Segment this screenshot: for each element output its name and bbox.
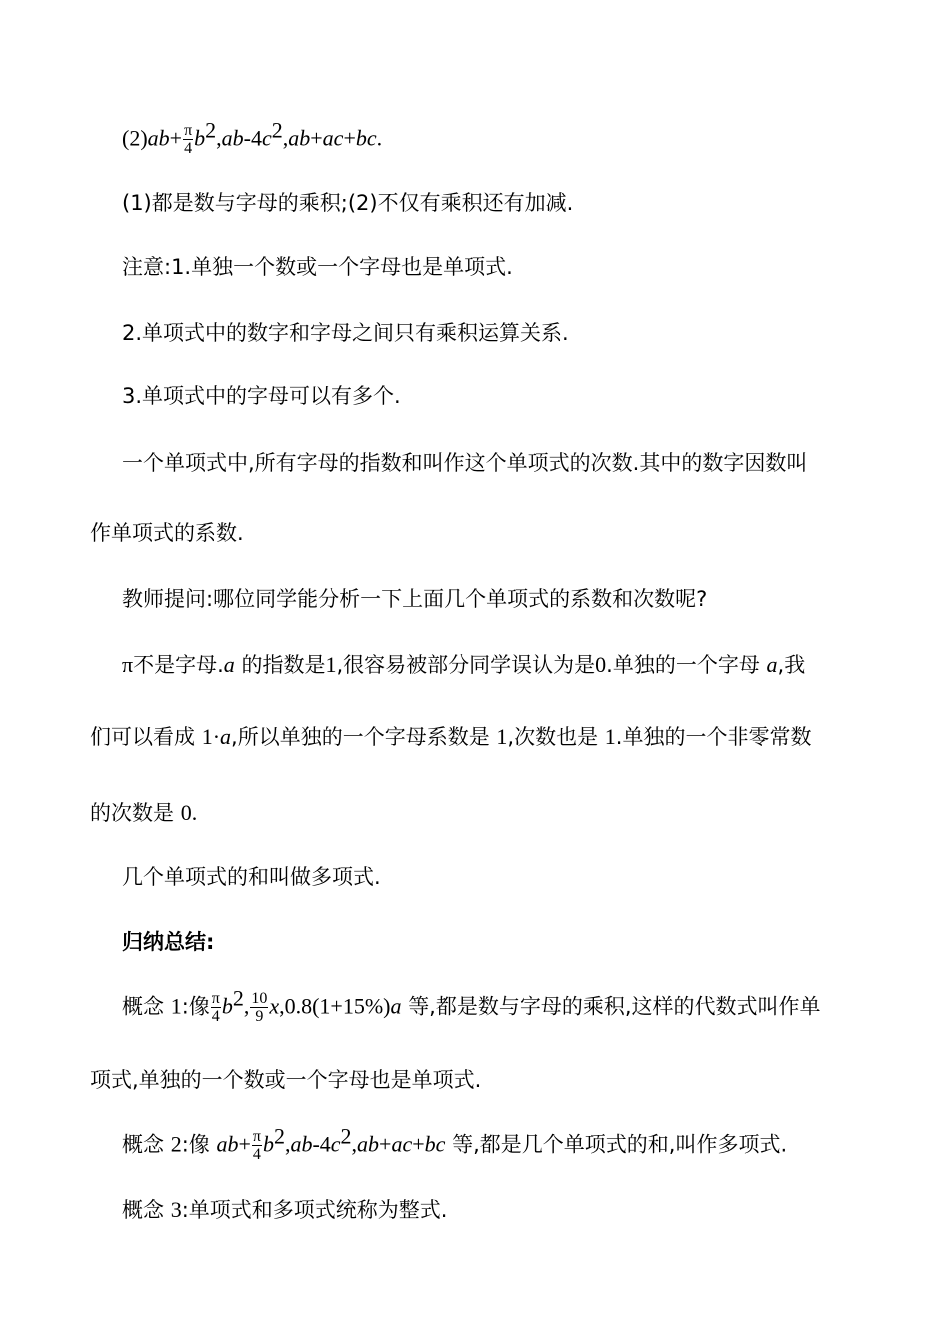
math: . bbox=[376, 125, 383, 151]
numerator: π bbox=[252, 1128, 261, 1145]
text: 的指数是 bbox=[241, 653, 326, 677]
fraction bbox=[252, 1128, 262, 1163]
math: + bbox=[238, 1131, 251, 1157]
math: a bbox=[223, 652, 235, 677]
exponent: 2 bbox=[232, 985, 244, 1011]
math: + bbox=[379, 1131, 392, 1157]
text: ,很容易被部分同学误认为是 bbox=[336, 653, 596, 677]
math: c bbox=[261, 125, 272, 151]
paragraph bbox=[90, 798, 197, 828]
fraction bbox=[250, 990, 268, 1025]
math: 1 bbox=[170, 993, 182, 1019]
text: :单项式和多项式统称为整式. bbox=[181, 1198, 448, 1222]
text: 概念 bbox=[122, 1132, 164, 1157]
numerator: 10 bbox=[251, 990, 268, 1007]
math: 1 bbox=[496, 724, 508, 749]
fraction bbox=[183, 122, 193, 157]
concept-3 bbox=[122, 1195, 447, 1225]
paragraph: 注意:1.单独一个数或一个字母也是单项式. bbox=[122, 255, 513, 279]
math: , bbox=[284, 1131, 291, 1157]
math: ab bbox=[288, 125, 311, 151]
numerator: π bbox=[211, 990, 220, 1007]
math: 0 bbox=[595, 652, 607, 677]
math: x bbox=[269, 993, 280, 1019]
paragraph: 作单项式的系数. bbox=[90, 521, 244, 545]
math: 1· bbox=[201, 724, 221, 749]
math: ab bbox=[221, 125, 244, 151]
math: ab bbox=[216, 1131, 239, 1157]
paragraph bbox=[90, 722, 811, 752]
math: 3 bbox=[170, 1197, 182, 1222]
math: -4 bbox=[312, 1131, 331, 1157]
paragraph: 一个单项式中,所有字母的指数和叫作这个单项式的次数.其中的数字因数叫 bbox=[122, 451, 808, 475]
math: , bbox=[243, 993, 250, 1019]
math: + bbox=[412, 1131, 425, 1157]
text: :像 bbox=[181, 1132, 210, 1157]
math: , bbox=[282, 125, 289, 151]
text: .单独的一个字母 bbox=[606, 653, 760, 677]
math: + bbox=[310, 125, 323, 151]
numerator: π bbox=[184, 122, 193, 139]
math: b bbox=[262, 1131, 274, 1157]
math: a bbox=[220, 724, 232, 749]
concept-2 bbox=[122, 1123, 788, 1163]
text: . bbox=[191, 800, 198, 825]
math: -4 bbox=[243, 125, 262, 151]
math: b bbox=[221, 993, 233, 1019]
math: 2 bbox=[170, 1131, 182, 1157]
math: b bbox=[194, 125, 206, 151]
math: + bbox=[343, 125, 356, 151]
math: 1 bbox=[325, 652, 337, 677]
math: π bbox=[122, 652, 134, 677]
text: 概念 bbox=[122, 994, 164, 1019]
math: 0 bbox=[180, 800, 192, 825]
text: 等,都是几个单项式的和,叫作多项式. bbox=[452, 1132, 788, 1157]
exponent: 2 bbox=[340, 1123, 352, 1149]
paragraph: (1)都是数与字母的乘积;(2)不仅有乘积还有加减. bbox=[122, 191, 574, 215]
math: c bbox=[330, 1131, 341, 1157]
text: 们可以看成 bbox=[90, 725, 195, 749]
text: 概念 bbox=[122, 1198, 164, 1222]
exponent: 2 bbox=[273, 1123, 285, 1149]
text: :像 bbox=[181, 994, 210, 1019]
text: .单独的一个非零常数 bbox=[615, 725, 812, 749]
math: a bbox=[390, 993, 402, 1019]
text: ,所以单独的一个字母系数是 bbox=[231, 725, 490, 749]
exponent: 2 bbox=[205, 117, 217, 143]
math: bc bbox=[355, 125, 377, 151]
math: 1 bbox=[604, 724, 616, 749]
paragraph: 3.单项式中的字母可以有多个. bbox=[122, 384, 401, 408]
text: (2) bbox=[122, 125, 148, 151]
paragraph: 2.单项式中的数字和字母之间只有乘积运算关系. bbox=[122, 321, 569, 345]
concept-1 bbox=[122, 985, 821, 1025]
text: ,次数也是 bbox=[507, 725, 599, 749]
math: ,0.8(1+15%) bbox=[279, 993, 391, 1019]
text: ,我 bbox=[777, 653, 806, 677]
denominator: 4 bbox=[252, 1146, 261, 1163]
exponent: 2 bbox=[271, 117, 283, 143]
paragraph bbox=[122, 650, 805, 680]
math: ab bbox=[147, 125, 170, 151]
math: ab bbox=[357, 1131, 380, 1157]
teacher-question: 教师提问:哪位同学能分析一下上面几个单项式的系数和次数呢? bbox=[122, 587, 708, 611]
math: a bbox=[766, 652, 778, 677]
math: ac bbox=[322, 125, 344, 151]
text: 等,都是数与字母的乘积,这样的代数式叫作单 bbox=[408, 994, 821, 1019]
denominator: 4 bbox=[211, 1008, 220, 1025]
math: , bbox=[351, 1131, 358, 1157]
math: , bbox=[216, 125, 222, 151]
paragraph: 几个单项式的和叫做多项式. bbox=[122, 865, 381, 889]
polynomial-examples bbox=[122, 117, 383, 157]
fraction bbox=[211, 990, 221, 1025]
text: 不是字母. bbox=[133, 653, 224, 677]
math: ab bbox=[290, 1131, 313, 1157]
math: bc bbox=[424, 1131, 446, 1157]
math: + bbox=[169, 125, 183, 151]
section-heading: 归纳总结: bbox=[122, 930, 215, 954]
paragraph: 项式,单独的一个数或一个字母也是单项式. bbox=[90, 1068, 482, 1092]
denominator: 9 bbox=[255, 1008, 264, 1025]
text: 的次数是 bbox=[90, 801, 174, 825]
math: ac bbox=[391, 1131, 413, 1157]
denominator: 4 bbox=[184, 140, 193, 157]
